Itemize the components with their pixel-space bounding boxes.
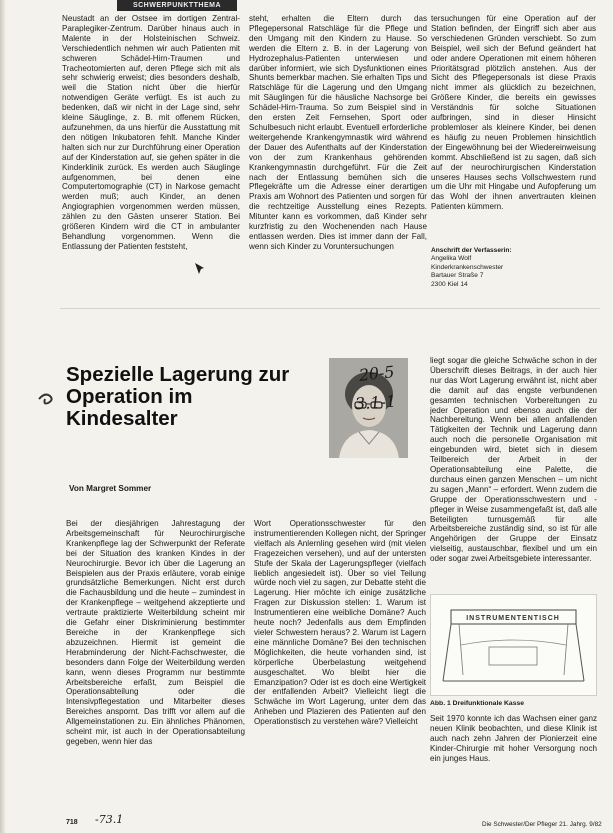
article-column-1 [66, 519, 245, 821]
page-edge-shadow [0, 0, 6, 833]
body-text: Neustadt an der Ostsee im dortigen Zentral-Paraplegiker-Zentrum. Darüber hinaus auch in Malente in der Holsteinischen Schweiz. Verschiedentlich nehmen wir auch Patienten mit schweren Schädel-Hirn-Traumen und Tracheotomierten auf, deren Pflege sich mit als sehr schwierig erweist; dies besonders deshalb, weil die Station nicht über die hierfür notwendigen Geräte verfügt. Es ist auch zu bedenken, daß wir nicht in der Lage sind, sehr kleine Säuglinge, z. B. mit offenem Rücken, aufzunehmen, da uns hierfür die Ausstattung mit den nötigen Inkubatoren fehlt. Manche Kinder halten sich nur zur Durchführung einer Operation auf der Kinderstation auf, sie gehen später in die Kinderklinik zurück. Es werden auch Säuglinge aufgenommen, bei denen eine Computertomographie (CT) in Narkose gemacht werden muß; auch Kinder, an denen Angiographien vorgenommen werden müssen, zählen zu den Gästen unserer Station. Bei größeren Kindern wird die CT in ambulanter Behandlung vorgenommen. Wenn die Entlassung der Patienten feststeht, [62, 14, 240, 251]
address-line: 2300 Kiel 14 [431, 280, 468, 288]
body-text: steht, erhalten die Eltern durch das Pflegepersonal Ratschläge für die Pflege und den Umgang mit den Kindern zu Hause. So werden die Eltern z. B. in der Lagerung von Hydrozephalus-Patienten unterwiesen und darüber informiert, wie sich Dysfunktionen eines Shunts bemerkbar machen. Sie erhalten Tips und Ratschläge für die Lagerung und den Umgang mit Säuglingen für die häusliche Nachsorge bei Schädel-Hirn-Trauma. So zum Beispiel sind in den ersten Zeit Fernsehen, Sport oder Schulbesuch nicht erlaubt. Eventuell erforderliche weitergehende Krankengymnastik wird während der Dauer des Aufenthalts auf der Kinderstation von der zum Krankenhaus gehörenden Krankengymnastin durchgeführt. Für die Zeit nach der Entlassung bemühen sich die Pflegekräfte um die Adresse einer derartigen Praxis am Wohnort des Patienten und sorgen für die rechtzeitige Ausstellung eines Rezepts. Mitunter kann es vorkommen, daß Kinder sehr kurzfristig zu den Wochenenden nach Hause entlassen werden. Dies ist immer dann der Fall, wenn sich Kinder zu Voruntersuchungen [249, 14, 427, 251]
handwritten-annotation: -73.1 [95, 813, 124, 826]
body-text: Wort Operationsschwester für den instrumentierenden Kollegen nicht, der Springer vielfach als Anlernling gesehen wird (mit vielen Fragezeichen versehen), und auf der untersten Stufe der Skala der Lagerungspfleger (vielfach lieblich angesiedelt ist). Über so viel Teilung würde noch viel zu sagen, zur Debatte steht die Lagerung. Hier möchte ich einige zusätzliche Fragen zur Diskussion stellen: 1. Warum ist Instrumentieren eine weibliche Domäne? Auch heute noch? Jedenfalls aus dem Empfinden vieler Schwestern heraus? 2. Warum ist Lagern eine männliche Domäne? Bei den technischen Möglichkeiten, die heute vorhanden sind, ist körperliche Überbelastung weitgehend ausgeschaltet. Wo bleibt hier die Emanzipation? Oder ist es doch eine Wertigkeit der entfallenden Arbeit? Vielleicht liegt die Schwäche im Wort Lagerung, unter dem das Anheben und Plazieren des Patienten auf den Operationstisch zu verstehen wäre? Vielleicht [254, 519, 426, 727]
article-title: Spezielle Lagerung zur Operation im Kindesalter [66, 363, 290, 430]
handwritten-annotation: 3.1-1 [354, 391, 397, 414]
address-line: Bartauer Straße 7 [431, 272, 484, 280]
section-rubric: SCHWERPUNKTTHEMA [117, 0, 237, 11]
body-text: tersuchungen für eine Operation auf der Station befinden, der Eingriff sich aber aus verschiedenen Gründen verschiebt. So zum Beispiel, weil sich der Befund geändert hat oder andere Operationen mit einem höheren Prioritätsgrad plötzlich anstehen. Aus der Sicht des Pflegepersonals ist diese Praxis nicht immer als glücklich zu bezeichnen, Größere Kinder, die bereits ein gewisses Verständnis für solche Situationen aufbringen, sind in dieser Hinsicht problemloser als kleinere Kinder, bei denen es häufig zu neuen Problemen hinsichtlich der Eingewöhnung bei der Wiedereinweisung kommt. Abschließend ist zu sagen, daß sich auf der neurochirurgischen Kinderstation unseres Hauses sechs Vollschwestern rund um die Uhr mit Hingabe und Aufopferung um das Wohl der ihnen anvertrauten kleinen Patienten kümmern. [431, 14, 596, 212]
figure-label: INSTRUMENTENTISCH [466, 615, 560, 622]
previous-article-column-1 [62, 14, 240, 276]
previous-article-column-2 [249, 14, 427, 276]
body-text: Bei der diesjährigen Jahrestagung der Arbeitsgemeinschaft für Neurochirurgische Krankenpflege lag der Schwerpunkt der Referate bei der Situation des kranken Kindes in der Neurochirurgie. Bevor ich über die Lagerung an Beispielen aus der Praxis erläutere, vorab einige grundsätzliche Bemerkungen. Nicht erst durch die Fachausbildung und die heute – zumindest in der Krankenpflege – weitgehend akzeptierte und vertraute praktizierte Weiterbildung scheint mir die Gefahr einer Diskriminierung bestimmter Bereiche in der Krankenpflege sich abzuzeichnen. Hiermit ist gemeint die Herabminderung der Nicht-Fachschwester, die besonders dann Folge der Weiterbildung werden kann, wenn dieses Programm nur bestimmte Arbeitsbereiche erfaßt, zum Beispiel die Operationsabteilung oder die Intensivpflegestation und Mitarbeiter dieses Bereiches anspornt. Das trifft vor allem auf die Allgemeinstationen zu. Ein ähnliches Phänomen, scheint mir, ist auch in der Operationsabteilung gegeben, wenn hier das [66, 519, 245, 746]
address-heading: Anschrift der Verfasserin: [431, 247, 512, 254]
body-text: liegt sogar die gleiche Schwäche schon in der Überschrift dieses Beitrags, in der auch hier nur das Wort Lagerung erwähnt ist, nicht aber die damit auf das engste verbundenen gesamten technischen Vorbereitungen zu jeder Operation und ebenso auch die der Nachbereitung. Wenn bei allen anfallenden Tätigkeiten der Technik und Lagerung dann auch noch die personelle Organisation mit eingebunden wird, bietet sich in diesem Teilbereich der Arbeit in der Operationsabteilung eine Palette, die durchaus einen ganzen Menschen – um nicht zu sagen „Mann“ – erfordert. Wenn zudem die Gruppe der Operationsschwestern und -pfleger in Weise zusammengefaßt ist, daß alle Beteiligten turnusgemäß für alle Arbeitsbereiche zuständig sind, so ist für alle Angehörigen der Gruppe der Einsatz vielseitig, austauschbar, flexibel und um ein oder sogar zwei Arbeitsgebiete interessanter. [430, 356, 597, 564]
body-text: Seit 1970 konnte ich das Wachsen einer ganz neuen Klinik beobachten, und diese Klinik ist auch nach zehn Jahren der Pionierzeit eine Kinder-Chirurgie mit hoher Versorgung noch ein junges Haus. [430, 714, 597, 763]
pen-mark-icon [193, 262, 205, 276]
instrument-table-figure [430, 594, 597, 696]
article-column-2 [254, 519, 426, 821]
figure-drawing [431, 595, 596, 695]
journal-footer: Die Schwester/Der Pfleger 21. Jahrg. 9/82 [482, 821, 602, 828]
article-author: Von Margret Sommer [69, 484, 152, 493]
author-address [431, 247, 591, 289]
paperclip-mark-icon [36, 388, 58, 410]
previous-article-column-3 [431, 14, 596, 244]
address-line: Angelika Wolf [431, 255, 472, 263]
handwritten-annotation: 2θ-5 [358, 362, 396, 385]
address-line: Kinderkrankenschwester [431, 263, 504, 271]
section-divider [60, 308, 600, 309]
article-column-3 [430, 356, 597, 589]
figure-caption: Abb. 1 Dreifunktionale Kasse [430, 700, 525, 707]
page-number: 718 [66, 819, 78, 826]
article-column-4 [430, 714, 597, 821]
